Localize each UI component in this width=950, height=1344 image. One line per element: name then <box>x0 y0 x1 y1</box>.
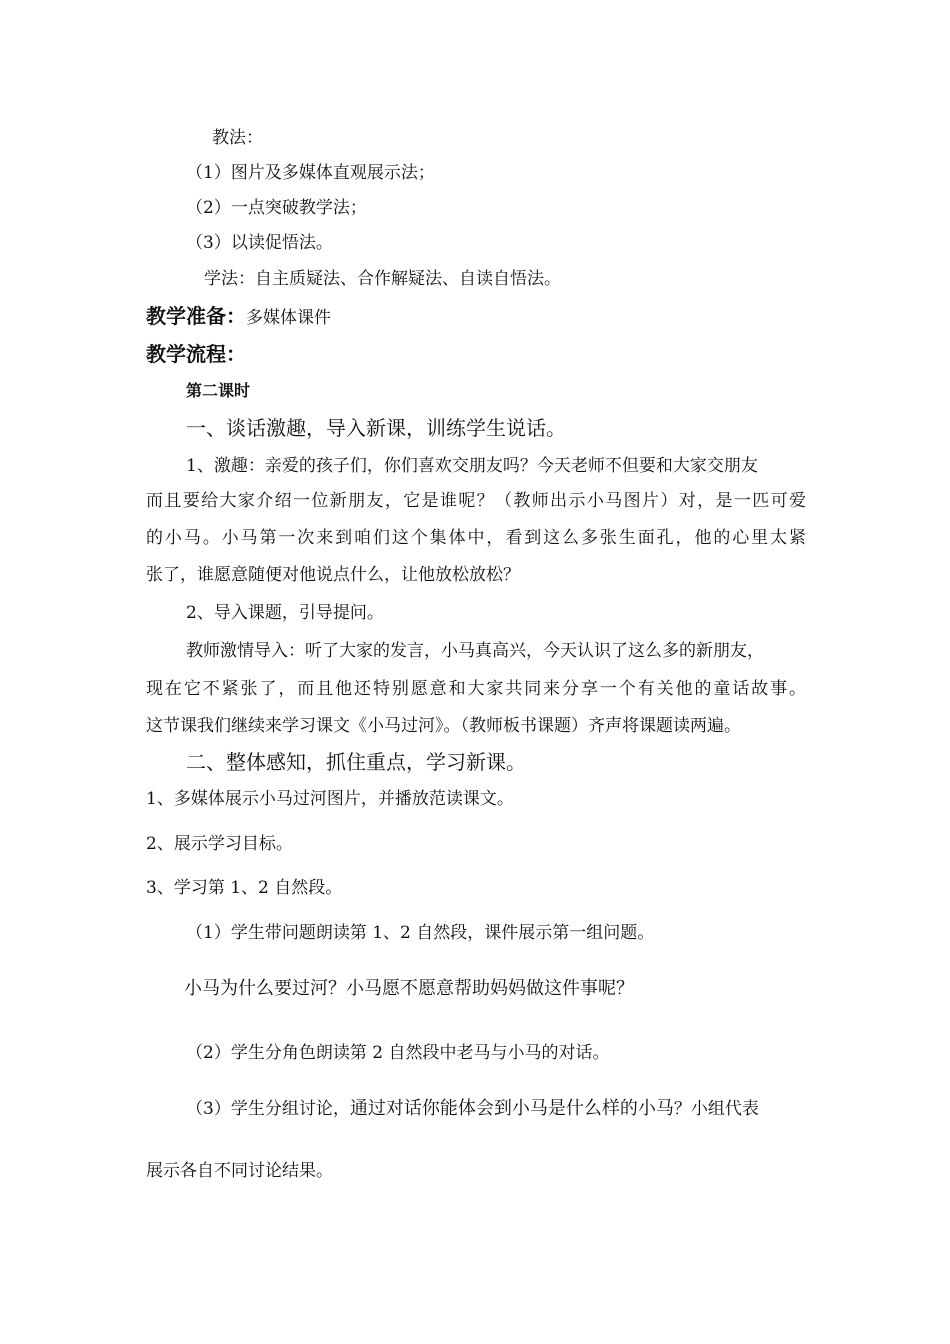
section1-item-2: 2、导入课题，引导提问。 <box>186 603 384 623</box>
para1-line-3: 的小马。小马第一次来到咱们这个集体中，看到这么多张生面孔，他的心里太紧 <box>146 528 806 548</box>
section2-item-1: 1、多媒体展示小马过河图片，并播放范读课文。 <box>146 789 514 809</box>
sub3-question: 通过对话你能体会到小马是什么样的小马 <box>349 1098 674 1119</box>
para2-line-3: 这节课我们继续来学习课文《小马过河》。（教师板书课题）齐声将课题读两遍。 <box>146 716 741 736</box>
para1-line-2: 而且要给大家介绍一位新朋友，它是谁呢？（教师出示小马图片）对，是一匹可爱 <box>146 491 806 511</box>
teach-method-item-1: （1）图片及多媒体直观展示法； <box>186 163 435 183</box>
section2-sub-2: （2）学生分角色朗读第 2 自然段中老马与小马的对话。 <box>186 1043 610 1063</box>
section2-item-3: 3、学习第 1、2 自然段。 <box>146 878 343 898</box>
section2-sub-3-cont: 展示各自不同讨论结果。 <box>146 1161 333 1181</box>
teach-method-item-3: （3）以读促悟法。 <box>186 233 333 253</box>
para2-line-2: 现在它不紧张了，而且他还特别愿意和大家共同来分享一个有关他的童话故事。 <box>146 679 806 699</box>
question-1: 小马为什么要过河？小马愿不愿意帮助妈妈做这件事呢？ <box>184 978 634 999</box>
section2-title: 二、整体感知，抓住重点，学习新课。 <box>186 750 526 774</box>
section2-sub-1: （1）学生带问题朗读第 1、2 自然段，课件展示第一组问题。 <box>186 923 655 943</box>
teach-method-label: 教法： <box>212 128 263 148</box>
prep-row <box>146 306 331 327</box>
para1-line-1: 1、激趣：亲爱的孩子们，你们喜欢交朋友吗？今天老师不但要和大家交朋友 <box>186 456 758 476</box>
teach-method-item-2: （2）一点突破教学法； <box>186 198 367 218</box>
sub3-suffix: ？小组代表 <box>673 1099 759 1119</box>
prep-label: 教学准备： <box>146 304 246 328</box>
learn-method: 学法：自主质疑法、合作解疑法、自读自悟法。 <box>204 269 561 289</box>
para2-line-1: 教师激情导入：听了大家的发言，小马真高兴，今天认识了这么多的新朋友， <box>186 641 764 661</box>
para1-line-4: 张了，谁愿意随便对他说点什么，让他放松放松？ <box>146 565 520 585</box>
prep-value: 多媒体课件 <box>246 308 331 328</box>
lesson-title: 第二课时 <box>186 381 251 400</box>
sub3-prefix: （3）学生分组讨论， <box>186 1099 350 1119</box>
section1-title: 一、谈话激趣，导入新课，训练学生说话。 <box>186 416 566 440</box>
section2-sub-3 <box>186 1100 759 1118</box>
section2-item-2: 2、展示学习目标。 <box>146 834 293 854</box>
flow-label: 教学流程： <box>146 342 246 366</box>
